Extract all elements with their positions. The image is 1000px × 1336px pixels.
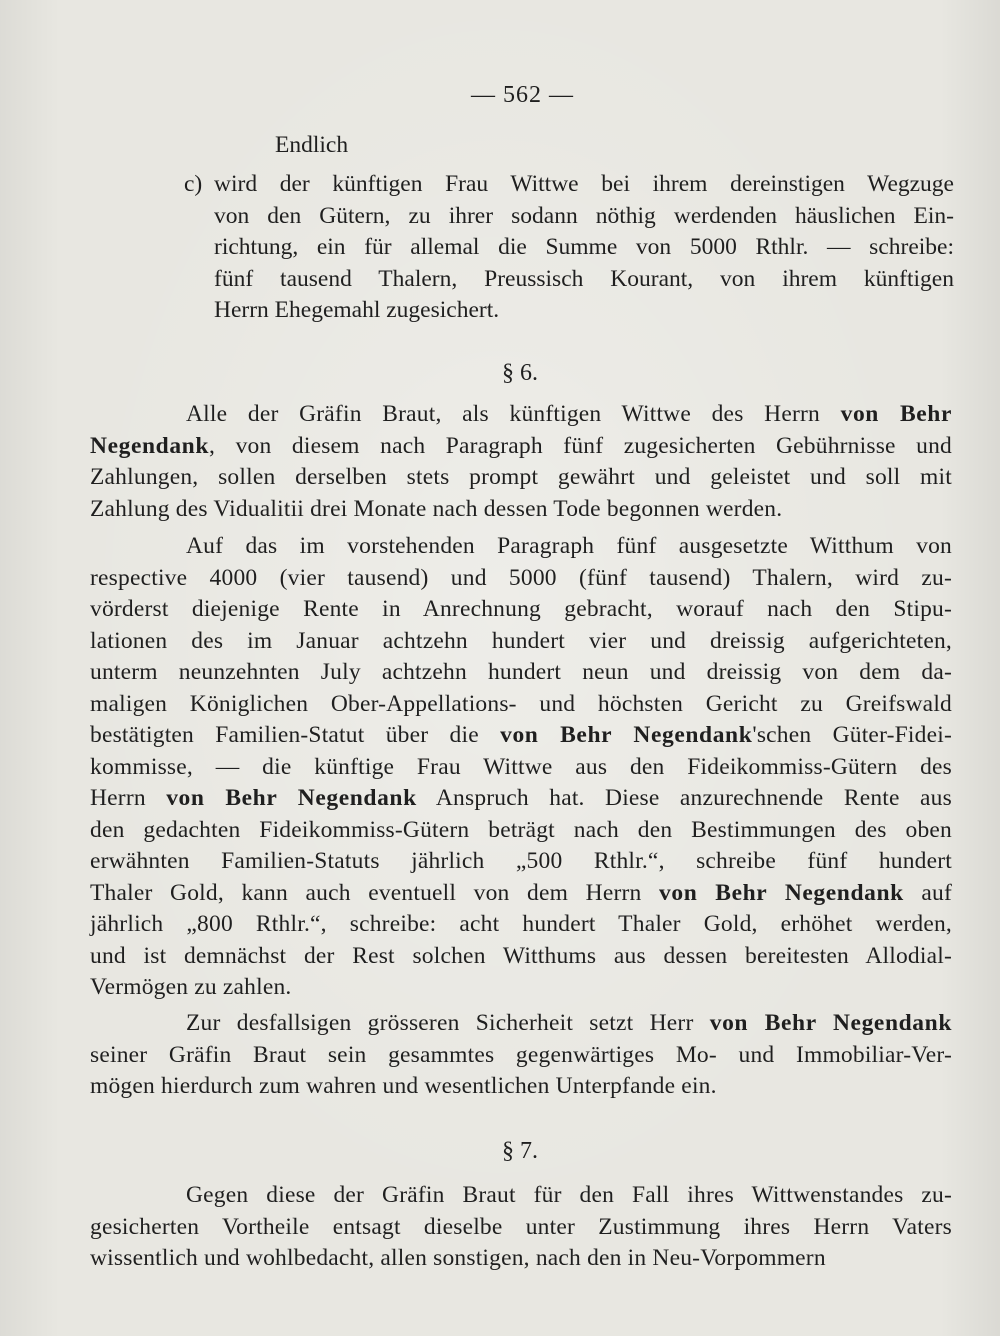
text-segment: Vermögen zu zahlen. <box>90 974 292 1000</box>
text-line <box>90 1008 952 1040</box>
text-line <box>90 1071 952 1103</box>
text-line <box>90 720 952 752</box>
text-segment: den gedachten Fideikommiss-Gütern beträgt nach den Bestimmungen des oben <box>90 816 952 843</box>
text-segment: , von diesem nach Paragraph fünf zugesicherten Gebührnisse und <box>209 432 952 459</box>
text-segment: 'schen Güter-Fidei- <box>752 722 952 748</box>
text-segment: wissentlich und wohlbedacht, allen sonstigen, nach den in Neu-Vorpommern <box>90 1245 826 1271</box>
item-c-line: von den Gütern, zu ihrer sodann nöthig werdenden häuslichen Ein- <box>214 202 954 229</box>
text-segment: unterm neunzehnten July achtzehn hundert neun und dreissig von dem da- <box>90 659 952 685</box>
text-segment: bestätigten Familien-Statut über die <box>90 722 501 748</box>
text-segment: maligen Königlichen Ober-Appellations- und höchsten Gericht zu Greifswald <box>90 690 952 717</box>
text-line <box>90 462 952 494</box>
text-segment: Zahlungen, sollen derselben stets prompt gewährt und geleistet und soll mit <box>90 464 952 490</box>
section-7-heading: § 7. <box>502 1138 538 1164</box>
text-line <box>90 1040 952 1072</box>
text-line <box>90 909 952 941</box>
name-emphasis: von Behr Negendank <box>166 785 417 811</box>
text-segment: Thaler Gold, kann auch eventuell von dem Herrn <box>90 879 659 906</box>
text-line <box>90 1243 952 1275</box>
name-emphasis: von Behr <box>840 401 952 427</box>
text-line <box>90 689 952 721</box>
item-c-line: richtung, ein für allemal die Summe von 5000 Rthlr. — schreibe: <box>214 234 954 260</box>
text-line <box>90 752 952 784</box>
text-line <box>90 399 952 431</box>
text-line <box>90 941 952 973</box>
text-segment: Zahlung des Vidualitii drei Monate nach dessen Tode begonnen werden. <box>90 495 783 522</box>
text-segment: kommisse, — die künftige Frau Wittwe aus den Fideikommiss-Gütern des <box>90 753 952 780</box>
page-number: — 562 — <box>471 82 574 108</box>
item-c-line: fünf tausend Thalern, Preussisch Kourant, von ihrem künftigen <box>214 265 954 292</box>
item-c-line: Herrn Ehegemahl zugesichert. <box>214 297 500 323</box>
text-segment: Anspruch hat. Diese anzurechnende Rente aus <box>416 785 952 811</box>
text-segment: lationen des im Januar achtzehn hundert vier und dreissig aufgerichteten, <box>90 627 952 654</box>
text-segment: erwähnten Familien-Statuts jährlich „500 Rthlr.“, schreibe fünf hundert <box>90 848 952 874</box>
text-line <box>90 815 952 847</box>
text-segment: gesicherten Vortheile entsagt dieselbe unter Zustimmung ihres Herrn Vaters <box>90 1213 952 1240</box>
text-segment: Auf das im vorstehenden Paragraph fünf ausgesetzte Witthum von <box>186 533 952 559</box>
text-line <box>90 783 952 815</box>
name-emphasis: von Behr Negendank <box>500 722 753 748</box>
item-c-line: wird der künftigen Frau Wittwe bei ihrem dereinstigen Wegzuge <box>214 171 954 197</box>
text-line <box>90 431 952 463</box>
text-segment: und ist demnächst der Rest solchen Witthums aus dessen bereitesten Allodial- <box>90 942 952 969</box>
text-segment: mögen hierdurch zum wahren und wesentlichen Unterpfande ein. <box>90 1073 717 1099</box>
text-segment: vörderst diejenige Rente in Anrechnung gebracht, worauf nach den Stipu- <box>90 596 952 622</box>
text-segment: Gegen diese der Gräfin Braut für den Fall ihres Wittwenstandes zu- <box>186 1182 952 1208</box>
text-line <box>90 594 952 626</box>
text-segment: jährlich „800 Rthlr.“, schreibe: acht hundert Thaler Gold, erhöhet werden, <box>90 911 952 937</box>
section-6-heading: § 6. <box>502 360 538 386</box>
name-emphasis: von Behr Negendank <box>659 879 904 906</box>
text-segment: respective 4000 (vier tausend) und 5000 (fünf tausend) Thalern, wird zu- <box>90 564 952 591</box>
text-segment: Zur desfallsigen grösseren Sicherheit setzt Herr <box>186 1010 710 1036</box>
text-line <box>90 878 952 910</box>
text-line <box>90 531 952 563</box>
section-6-paragraph-1 <box>90 399 952 525</box>
text-line <box>90 563 952 595</box>
text-line <box>90 1212 952 1244</box>
text-segment: Alle der Gräfin Braut, als künftigen Wittwe des Herrn <box>186 401 841 427</box>
item-c-marker: c) <box>184 171 203 197</box>
endlich-heading: Endlich <box>275 132 349 158</box>
text-line <box>90 626 952 658</box>
name-emphasis: von Behr Negendank <box>709 1010 952 1036</box>
section-7-paragraph-1 <box>90 1180 952 1275</box>
section-6-paragraph-3 <box>90 1008 952 1103</box>
name-emphasis: Negendank <box>90 432 210 459</box>
text-line <box>90 1180 952 1212</box>
item-c <box>184 169 954 327</box>
text-segment: auf <box>903 879 952 906</box>
text-line <box>90 657 952 689</box>
section-6-paragraph-2 <box>90 531 952 1004</box>
item-c-body <box>214 169 954 327</box>
text-line <box>90 972 952 1004</box>
text-line <box>90 846 952 878</box>
text-segment: seiner Gräfin Braut sein gesammtes gegenwärtiges Mo- und Immobiliar-Ver- <box>90 1041 952 1068</box>
text-line <box>90 494 952 526</box>
text-segment: Herrn <box>90 785 167 811</box>
